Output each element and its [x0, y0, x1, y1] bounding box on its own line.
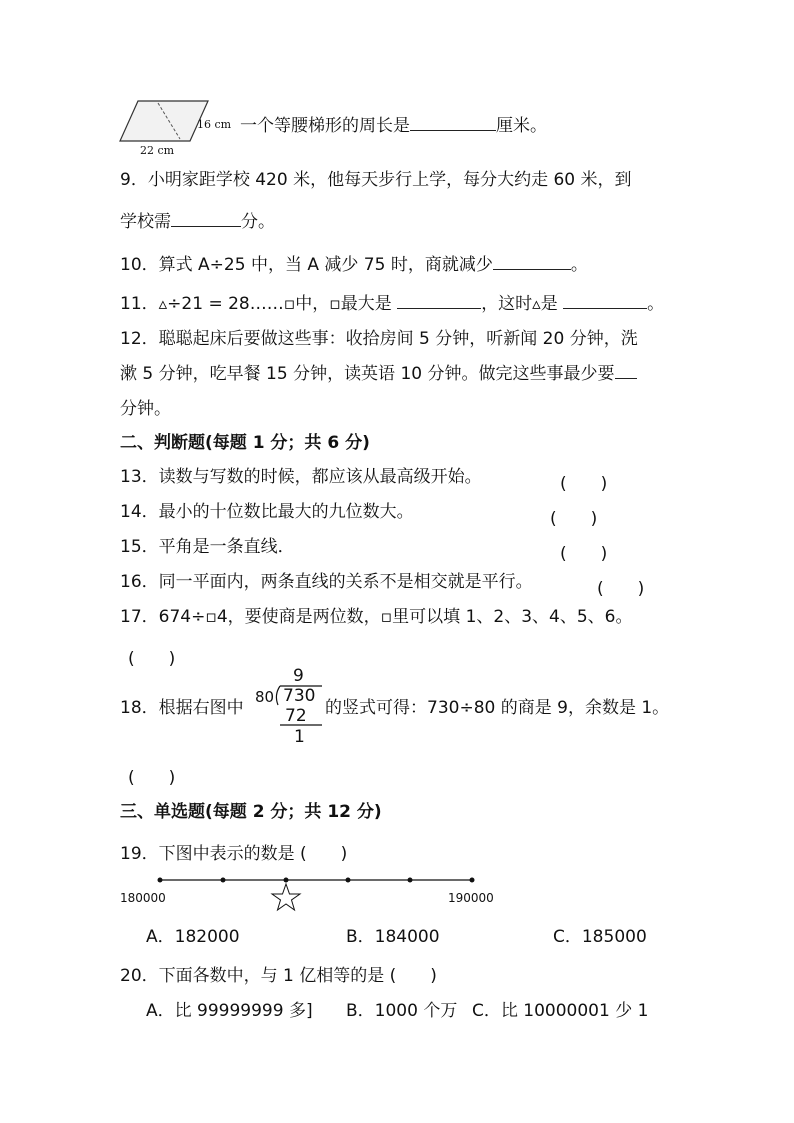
- star-icon: [272, 884, 300, 910]
- q10: 10．算式 A÷25 中，当 A 减少 75 时，商就减少 。: [120, 255, 588, 275]
- q9-line2: [120, 214, 275, 231]
- q13-answer-paren[interactable]: ( ): [560, 474, 608, 494]
- q15: 15．平角是一条直线．: [120, 537, 295, 557]
- q14: 14．最小的十位数比最大的九位数大。: [120, 502, 414, 522]
- q18-prefix: 18．根据右图中: [120, 698, 244, 718]
- q9-unit: 分。: [241, 212, 275, 232]
- division-remainder: 1: [294, 727, 305, 747]
- q18-answer-paren[interactable]: ( ): [128, 768, 176, 788]
- q8-question: 一个等腰梯形的周长是: [240, 116, 410, 136]
- q10-text: 10．算式 A÷25 中，当 A 减少 75 时，商就减少: [120, 255, 493, 275]
- q8-text: [240, 118, 547, 135]
- q16: 16．同一平面内，两条直线的关系不是相交就是平行。: [120, 572, 533, 592]
- q20: 20．下面各数中，与 1 亿相等的是 ( ): [120, 966, 437, 986]
- q12-answer-blank[interactable]: [615, 377, 637, 379]
- q9-text: 学校需: [120, 212, 171, 232]
- division-product: 72: [285, 706, 307, 726]
- q9-answer-blank[interactable]: [171, 225, 241, 227]
- q20-option-c[interactable]: C．比 10000001 少 1: [472, 1001, 649, 1021]
- q20-option-a[interactable]: A．比 99999999 多]: [146, 1001, 313, 1021]
- figure-label-side: 16 cm: [197, 118, 232, 131]
- q19: 19．下图中表示的数是 ( ): [120, 844, 348, 864]
- q11-text-b: ，这时▵是: [481, 294, 558, 314]
- number-line-end-label: 190000: [448, 891, 494, 905]
- q9-line1: 9．小明家距学校 420 米，他每天步行上学，每分大约走 60 米，到: [120, 170, 632, 190]
- q11-blank-2[interactable]: [563, 307, 647, 309]
- q19-option-c[interactable]: C．185000: [553, 927, 647, 947]
- q12-line3: 分钟。: [120, 399, 171, 419]
- q11-blank-1[interactable]: [397, 307, 481, 309]
- figure-label-bottom: 22 cm: [140, 144, 175, 157]
- division-quotient: 9: [293, 666, 304, 686]
- division-divisor: 80: [255, 688, 275, 706]
- q11: 11．▵÷21 = 28……▫中，▫最大是 ，这时▵是 。: [120, 294, 665, 314]
- q14-answer-paren[interactable]: ( ): [550, 509, 598, 529]
- division-dividend: 730: [283, 686, 316, 706]
- q8-answer-blank[interactable]: [410, 129, 496, 131]
- q8-unit: 厘米。: [496, 116, 547, 136]
- q13: 13．读数与写数的时候，都应该从最高级开始。: [120, 467, 482, 487]
- q15-answer-paren[interactable]: ( ): [560, 544, 608, 564]
- q18-suffix: 的竖式可得：730÷80 的商是 9，余数是 1。: [325, 698, 670, 718]
- q10-answer-blank[interactable]: [493, 268, 571, 270]
- q19-option-a[interactable]: A．182000: [146, 927, 240, 947]
- q11-text-a: 11．▵÷21 = 28……▫中，▫最大是: [120, 294, 392, 314]
- q12-line1: 12．聪聪起床后要做这些事：收拾房间 5 分钟，听新闻 20 分钟，洗: [120, 329, 638, 349]
- q19-option-b[interactable]: B．184000: [346, 927, 440, 947]
- section-3-heading: 三、单选题(每题 2 分；共 12 分): [120, 802, 382, 822]
- q20-option-b[interactable]: B．1000 个万: [346, 1001, 458, 1021]
- number-line-start-label: 180000: [120, 891, 166, 905]
- q12-line2: 漱 5 分钟，吃早餐 15 分钟，读英语 10 分钟。做完这些事最少要: [120, 366, 637, 383]
- section-2-heading: 二、判断题(每题 1 分；共 6 分): [120, 433, 370, 453]
- q17-answer-paren[interactable]: ( ): [128, 649, 176, 669]
- q16-answer-paren[interactable]: ( ): [597, 579, 645, 599]
- q17: 17．674÷▫4，要使商是两位数，▫里可以填 1、2、3、4、5、6。: [120, 607, 633, 627]
